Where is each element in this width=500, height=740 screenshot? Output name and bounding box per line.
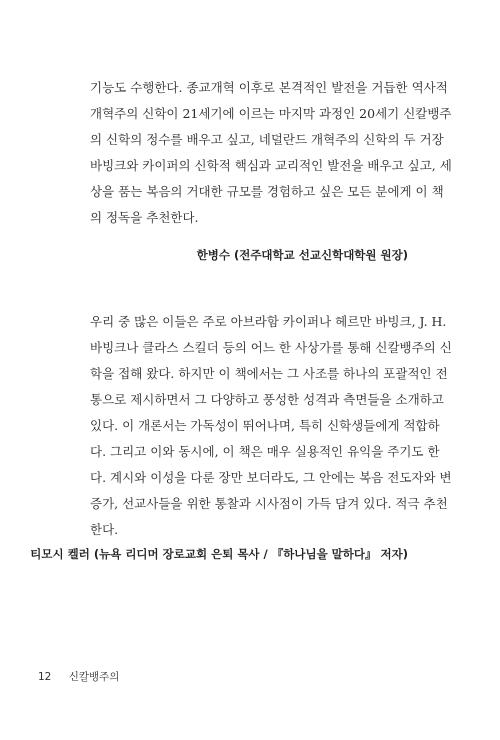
text-line: 의 정독을 추천한다.	[90, 210, 199, 225]
text-line: 학을 접해 왔다. 하지만 이 책에서는 그 사조를 하나의 포괄적인 전	[90, 366, 448, 381]
endorsement-attribution-2: 티모시 켈러 (뉴욕 리디머 장로교회 은퇴 목사 / 『하나님을 말하다』 저자)	[30, 547, 408, 561]
text-line: 기능도 수행한다. 종교개혁 이후로 본격적인 발전을 거듭한 역사적	[90, 80, 448, 95]
endorsement-attribution-1: 한병수 (전주대학교 선교신학대학원 원장)	[196, 248, 408, 262]
text-line: 증가, 선교사들을 위한 통찰과 시사점이 가득 담겨 있다. 적극 추천	[90, 496, 448, 511]
text-line: 통으로 제시하면서 그 다양하고 풍성한 성격과 측면들을 소개하고	[90, 392, 444, 407]
text-line: 우리 중 많은 이들은 주로 아브라함 카이퍼나 헤르만 바빙크, J. H.	[90, 314, 447, 329]
text-line: 상을 품는 복음의 거대한 규모를 경험하고 싶은 모든 분에게 이 책	[90, 184, 444, 199]
text-line: 의 신학의 정수를 배우고 싶고, 네덜란드 개혁주의 신학의 두 거장	[90, 132, 444, 147]
text-line: 다. 계시와 이성을 다룬 장만 보더라도, 그 안에는 복음 전도자와 변	[90, 470, 452, 485]
text-line: 있다. 이 개론서는 가독성이 뛰어나며, 특히 신학생들에게 적합하	[90, 418, 440, 433]
running-title: 신칼뱅주의	[68, 671, 120, 683]
page-footer	[38, 669, 119, 684]
endorsement-paragraph-2	[90, 309, 452, 543]
text-line: 다. 그리고 이와 동시에, 이 책은 매우 실용적인 유익을 주기도 한	[90, 444, 440, 459]
text-line: 개혁주의 신학이 21세기에 이르는 마지막 과정인 20세기 신칼뱅주	[90, 106, 452, 121]
endorsement-paragraph-1	[90, 75, 452, 231]
text-line: 바빙크나 클라스 스킬더 등의 어느 한 사상가를 통해 신칼뱅주의 신	[90, 340, 452, 355]
text-line: 바빙크와 카이퍼의 신학적 핵심과 교리적인 발전을 배우고 싶고, 세	[90, 158, 452, 173]
text-line: 한다.	[90, 522, 119, 537]
page-number: 12	[38, 671, 52, 683]
